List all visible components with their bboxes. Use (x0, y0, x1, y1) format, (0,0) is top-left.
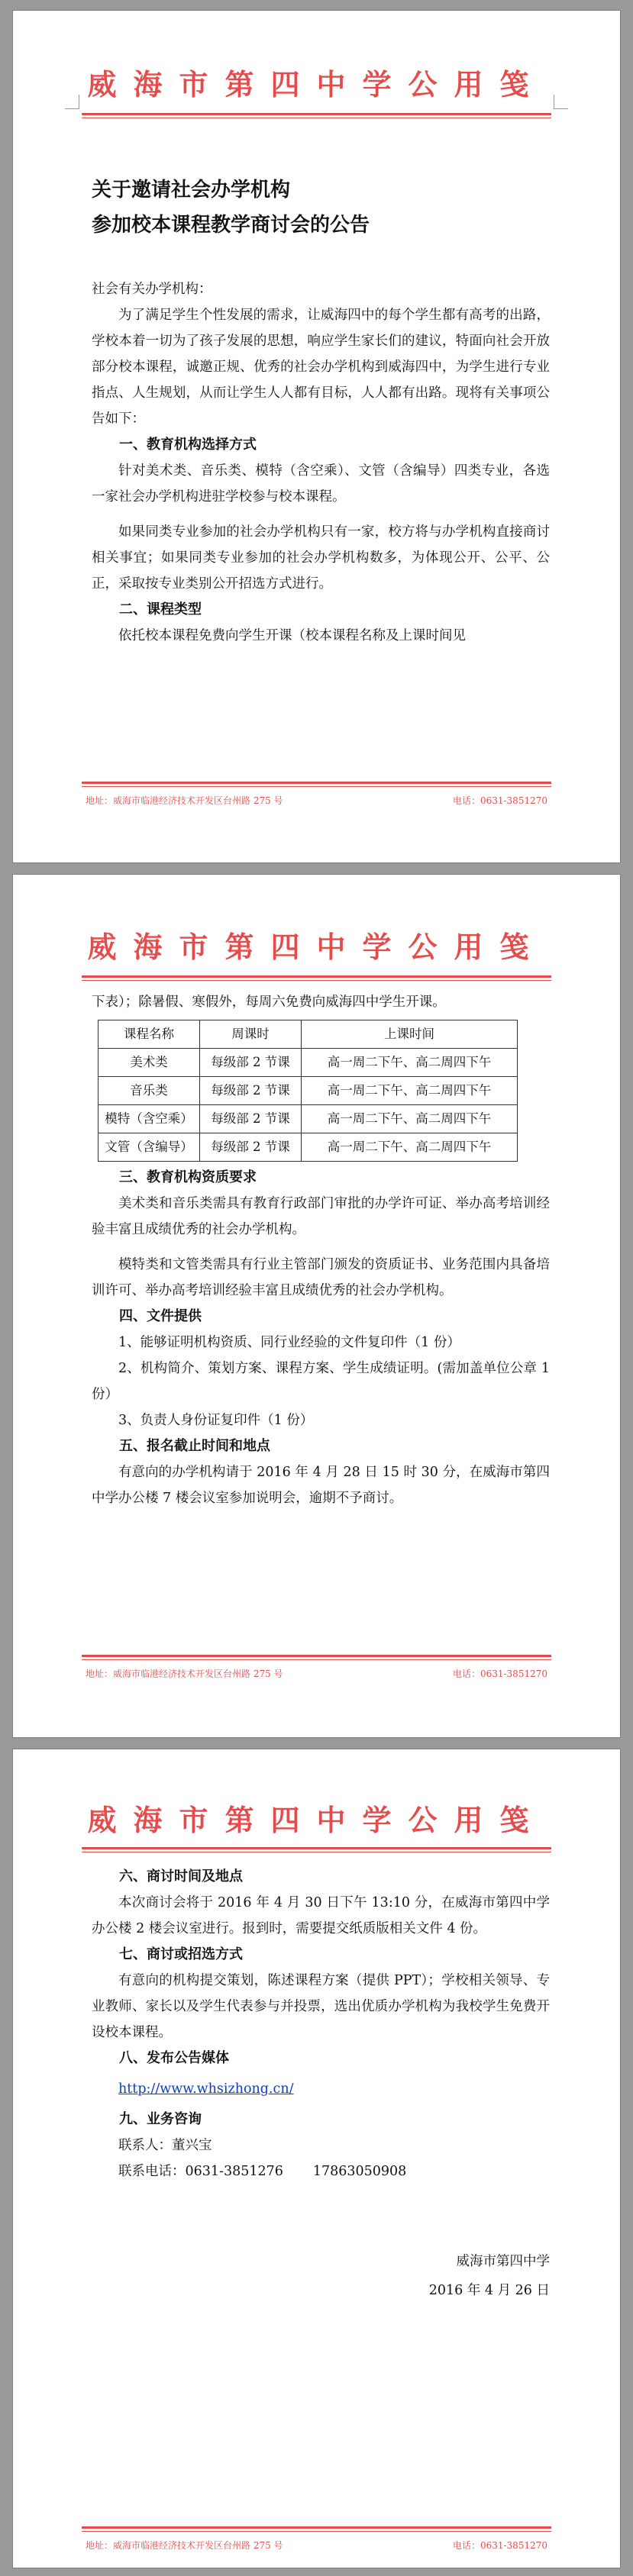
paragraph: 美术类和音乐类需具有教育行政部门审批的办学许可证、举办高考培训经验丰富且成绩优秀的社会办学机构。 (92, 1196, 550, 1237)
section-heading: 九、业务咨询 (119, 2111, 202, 2127)
table-cell: 高一周二下午、高二周四下午 (302, 1105, 518, 1133)
section-heading: 三、教育机构资质要求 (119, 1169, 257, 1185)
table-cell: 每级部 2 节课 (200, 1105, 302, 1133)
table-header: 课程名称 (99, 1020, 200, 1049)
letterhead-rule (82, 980, 551, 981)
letterhead-rule (82, 113, 551, 115)
paragraph: 依托校本课程免费向学生开课（校本课程名称及上课时间见 (118, 628, 466, 643)
paragraph: 模特类和文管类需具有行业主管部门颁发的资质证书、业务范围内具备培训许可、举办高考培训经验丰富且成绩优秀的社会办学机构。 (92, 1257, 550, 1298)
page-2-body (92, 989, 550, 1511)
table-header-row (99, 1020, 518, 1049)
salutation: 社会有关办学机构： (92, 282, 212, 297)
table-cell: 音乐类 (99, 1077, 200, 1105)
footer-phone: 电话：0631-3851270 (452, 2540, 547, 2551)
table-cell: 每级部 2 节课 (200, 1077, 302, 1105)
document-page-1 (13, 11, 620, 862)
paragraph: 本次商讨会将于 2016 年 4 月 30 日下午 13:10 分，在威海市第四中学办公楼 2 楼会议室进行。报到时，需要提交纸质版相关文件 4 份。 (92, 1895, 550, 1936)
table-header: 周课时 (200, 1020, 302, 1049)
table-cell: 高一周二下午、高二周四下午 (302, 1133, 518, 1162)
footer-address: 地址：威海市临港经济技术开发区台州路 275 号 (86, 2540, 283, 2551)
page-3-body (92, 1864, 550, 2304)
paragraph: 针对美术类、音乐类、模特（含空乘）、文管（含编导）四类专业，各选一家社会办学机构进驻学校参与校本课程。 (92, 463, 550, 505)
section-heading: 二、课程类型 (119, 601, 202, 617)
list-item: 3、负责人身份证复印件（1 份） (118, 1413, 314, 1428)
table-row (99, 1049, 518, 1077)
footer-rule (82, 2531, 551, 2532)
list-item: 2、机构简介、策划方案、课程方案、学生成绩证明。(需加盖单位公章 1 份） (92, 1361, 550, 1402)
page-1-body (92, 172, 550, 649)
paragraph: 如果同类专业参加的社会办学机构只有一家，校方将与办学机构直接商讨相关事宜；如果同类专业参加的社会办学机构数多，为体现公开、公平、公正，采取按专业类别公开招选方式进行。 (92, 524, 550, 592)
footer-address: 地址：威海市临港经济技术开发区台州路 275 号 (86, 795, 283, 806)
section-heading: 一、教育机构选择方式 (119, 437, 257, 453)
table-cell: 美术类 (99, 1049, 200, 1077)
paragraph: 为了满足学生个性发展的需求，让威海四中的每个学生都有高考的出路，学校本着一切为了孩子发展的思想，响应学生家长们的建议，特面向社会开放部分校本课程，诚邀正规、优秀的社会办学机构到威海四中，为学生进行专业指点、人生规划，从而让学生人人都有目标，人人都有出路。现将有关事项公告如下： (92, 308, 550, 427)
paragraph: 下表）；除暑假、寒假外，每周六免费向威海四中学生开课。 (92, 995, 446, 1010)
section-heading: 六、商讨时间及地点 (119, 1868, 243, 1884)
date: 2016 年 4 月 26 日 (428, 2283, 550, 2298)
footer-rule (82, 2526, 551, 2529)
course-table (98, 1020, 518, 1162)
section-heading: 四、文件提供 (119, 1308, 202, 1324)
website-link[interactable]: http://www.whsizhong.cn/ (118, 2081, 294, 2097)
letterhead-title: 威海市第四中学公用笺 (87, 1803, 546, 1837)
table-cell: 模特（含空乘） (99, 1105, 200, 1133)
footer-rule (82, 1655, 551, 1657)
footer-address: 地址：威海市临港经济技术开发区台州路 275 号 (86, 1668, 283, 1679)
letterhead-rule (82, 1847, 551, 1849)
table-header: 上课时间 (302, 1020, 518, 1049)
document-page-2 (13, 875, 620, 1737)
paragraph: 有意向的机构提交策划，陈述课程方案（提供 PPT）；学校相关领导、专业教师、家长以及学生代表参与并投票，选出优质办学机构为我校学生免费开设校本课程。 (92, 1973, 550, 2040)
signature: 威海市第四中学 (456, 2254, 550, 2269)
table-cell: 文管（含编导） (99, 1133, 200, 1162)
footer-rule (82, 786, 551, 787)
paragraph: 有意向的办学机构请于 2016 年 4 月 28 日 15 时 30 分，在威海市第四中学办公楼 7 楼会议室参加说明会，逾期不予商讨。 (92, 1465, 550, 1506)
notice-title: 参加校本课程教学商讨会的公告 (92, 214, 370, 237)
list-item: 1、能够证明机构资质、同行业经验的文件复印件（1 份） (118, 1335, 460, 1350)
footer-rule (82, 782, 551, 784)
letterhead-title: 威海市第四中学公用笺 (87, 67, 546, 102)
notice-title: 关于邀请社会办学机构 (92, 179, 291, 202)
document-page-3 (13, 1749, 620, 2568)
section-heading: 七、商讨或招选方式 (119, 1946, 243, 1962)
table-row (99, 1077, 518, 1105)
footer-phone: 电话：0631-3851270 (452, 795, 547, 806)
table-row (99, 1105, 518, 1133)
letterhead-title: 威海市第四中学公用笺 (87, 930, 546, 964)
footer-phone: 电话：0631-3851270 (452, 1668, 547, 1679)
table-cell: 每级部 2 节课 (200, 1133, 302, 1162)
contact-phone: 联系电话：0631-3851276 17863050908 (118, 2164, 407, 2179)
table-cell: 每级部 2 节课 (200, 1049, 302, 1077)
section-heading: 五、报名截止时间和地点 (119, 1438, 270, 1454)
letterhead-rule (82, 975, 551, 978)
table-cell: 高一周二下午、高二周四下午 (302, 1049, 518, 1077)
contact-name: 联系人：董兴宝 (118, 2138, 212, 2153)
footer-rule (82, 1659, 551, 1660)
table-row (99, 1133, 518, 1162)
section-heading: 八、发布公告媒体 (119, 2050, 229, 2066)
table-cell: 高一周二下午、高二周四下午 (302, 1077, 518, 1105)
